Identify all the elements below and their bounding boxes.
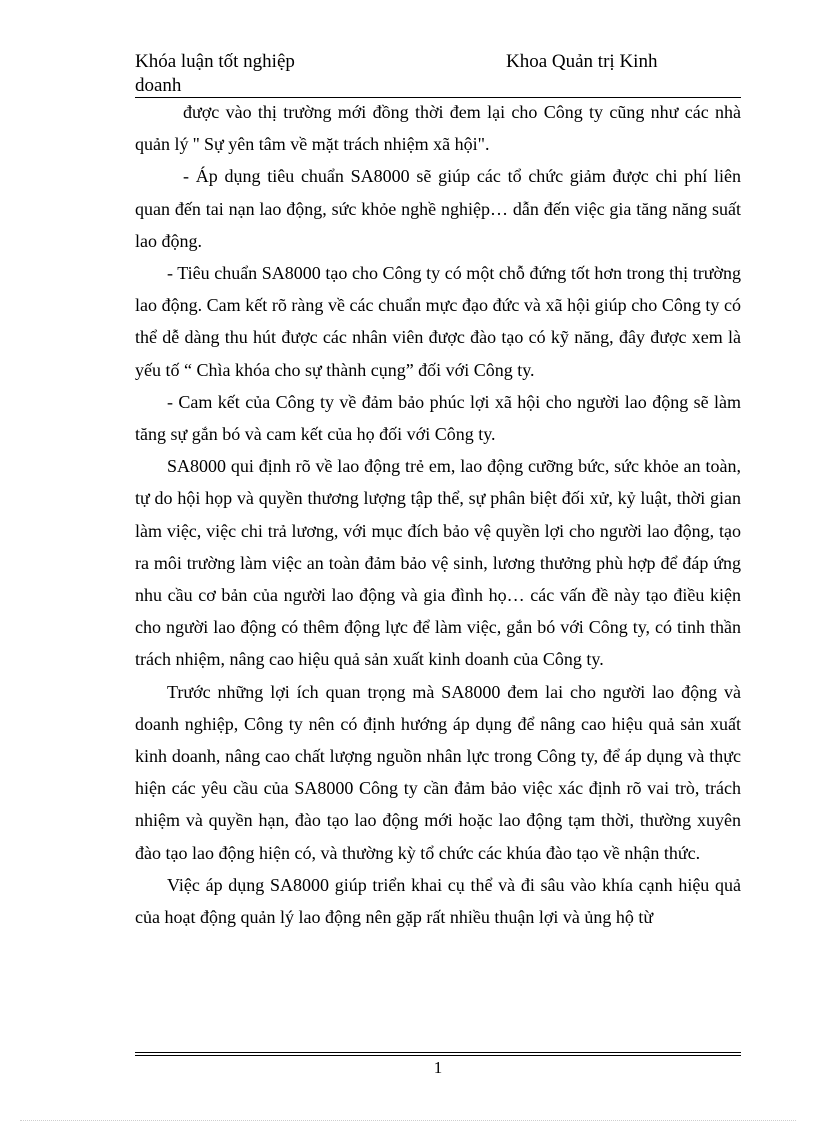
paragraph-benefits: Trước những lợi ích quan trọng mà SA8000 đem lai cho người lao động và doanh nghiệp, Công ty nên có định hướng áp dụng để nâng cao hiệu quả sản xuất kinh doanh, nâng cao chất lượng nguồn nhân lực trong Công ty, để áp dụng và thực hiện các yêu cầu của SA8000 Công ty cần đảm bảo việc xác định rõ vai trò, trách nhiệm và quyền hạn, đào tạo lao động mới hoặc lao động tạm thời, thường xuyên đào tạo lao động hiện có, và thường kỳ tổ chức các khúa đào tạo về nhận thức. xyxy=(135,681,741,863)
header-left-continuation: doanh xyxy=(135,75,182,96)
page-number: 1 xyxy=(433,1058,443,1077)
paragraph-sa8000-scope: SA8000 qui định rõ về lao động trẻ em, lao động cưỡng bức, sức khỏe an toàn, tự do hội họp và quyền thương lượng tập thể, sự phân biệt đối xử, kỷ luật, thời gian làm việc, việc chi trả lương, với mục đích bảo vệ quyền lợi cho người lao động, tạo ra môi trường làm việc an toàn đảm bảo vệ sinh, lương thưởng phù hợp để đáp ứng nhu cầu cơ bản của người lao động và gia đình họ… các vấn đề này tạo điều kiện cho người lao động có thêm động lực để làm việc, gắn bó với Công ty, có tinh thần trách nhiệm, nâng cao hiệu quả sản xuất kinh doanh của Công ty. xyxy=(135,456,741,670)
paragraph-continuation: được vào thị trường mới đồng thời đem lại cho Công ty cũng như các nhà quản lý '' Sự yên tâm về mặt trách nhiệm xã hội". xyxy=(135,102,741,155)
footer-divider-bottom xyxy=(135,1055,741,1056)
document-body xyxy=(135,96,741,933)
paragraph-bullet-costs: - Áp dụng tiêu chuẩn SA8000 sẽ giúp các tổ chức giảm được chi phí liên quan đến tai nạn lao động, sức khỏe nghề nghiệp… dẫn đến việc gia tăng năng suất lao động. xyxy=(135,166,741,251)
header-right-title: Khoa Quản trị Kinh xyxy=(506,51,658,72)
page-edge-dotted-line xyxy=(20,1120,796,1121)
paragraph-bullet-welfare: - Cam kết của Công ty về đảm bảo phúc lợi xã hội cho người lao động sẽ làm tăng sự gắn bó và cam kết của họ đối với Công ty. xyxy=(135,391,741,445)
paragraph-bullet-labor-market: - Tiêu chuẩn SA8000 tạo cho Công ty có một chỗ đứng tốt hơn trong thị trường lao động. Cam kết rõ ràng về các chuẩn mực đạo đức và xã hội giúp cho Công ty có thể dễ dàng thu hút được các nhân viên được đào tạo có kỹ năng, đây được xem là yếu tố “ Chìa khóa cho sự thành cụng” đối với Công ty. xyxy=(135,263,741,380)
footer-divider-top xyxy=(135,1052,741,1053)
header-left-title: Khóa luận tốt nghiệp xyxy=(135,51,295,72)
paragraph-implementation: Việc áp dụng SA8000 giúp triển khai cụ thể và đi sâu vào khía cạnh hiệu quả của hoạt động quản lý lao động nên gặp rất nhiều thuận lợi và ủng hộ từ xyxy=(135,874,741,928)
